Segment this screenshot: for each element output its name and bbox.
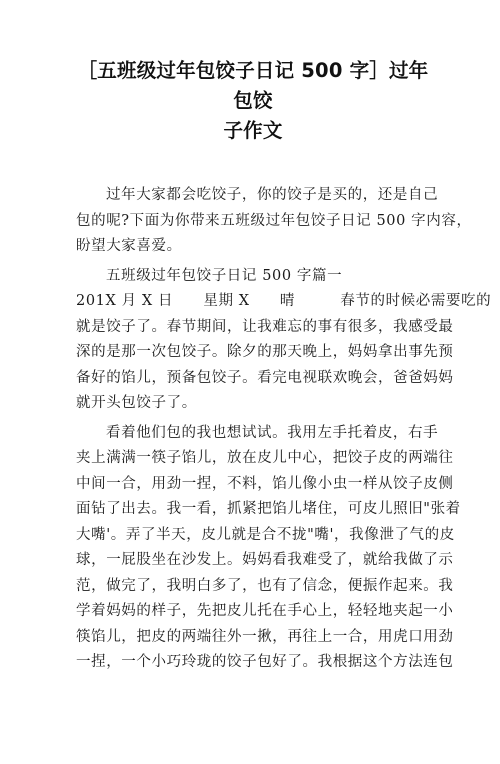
intro-line: 盼望大家喜爱。: [76, 238, 182, 254]
paragraph-line: 深的是那一次包饺子。除夕的那天晚上，妈妈拿出事先预: [76, 344, 454, 360]
paragraph-2: [76, 421, 461, 676]
paragraph-line: 范，做完了，我明白多了，也有了信念，便振作起来。我: [76, 577, 454, 594]
intro-paragraph: [76, 183, 472, 260]
paragraph-line: 大嘴'。弄了半天，皮儿就是合不拢"嘴'，我像泄了气的皮: [76, 526, 455, 543]
section-heading: 五班级过年包饺子日记 500 字篇一: [106, 267, 343, 284]
intro-line: 包的呢?下面为你带来五班级过年包饺子日记 500 字内容，: [76, 212, 472, 229]
paragraph-line: 就是饺子了。春节期间，让我难忘的事有很多，我感受最: [76, 318, 454, 335]
document-title: [76, 56, 430, 146]
section-heading-block: [76, 264, 430, 290]
paragraph-line: 就开头包饺子了。: [76, 395, 197, 411]
paragraph-line: 面钻了出去。我一看，抓紧把馅儿堵住，可皮儿照旧"张着: [76, 501, 461, 517]
paragraph-line: 201X 月 X 日 星期 X 晴 春节的时候必需要吃的: [76, 293, 492, 309]
paragraph-line: 备好的馅儿，预备包饺子。看完电视联欢晚会，爸爸妈妈: [76, 369, 454, 386]
paragraph-line: 筷馅儿，把皮的两端往外一揪，再往上一合，用虎口用劲: [76, 628, 454, 645]
paragraph-line: 球，一屁股坐在沙发上。妈妈看我难受了，就给我做了示: [76, 552, 454, 568]
title-line-2: 子作文: [223, 119, 283, 142]
paragraph-1: [76, 289, 492, 417]
paragraph-line: 学着妈妈的样子，先把皮儿托在手心上，轻轻地夹起一小: [76, 603, 454, 619]
document-page: [0, 56, 500, 764]
intro-line: 过年大家都会吃饺子，你的饺子是买的，还是自己: [106, 187, 439, 203]
paragraph-line: 夹上满满一筷子馅儿，放在皮儿中心，把饺子皮的两端往: [76, 450, 454, 466]
paragraph-line: 一捏，一个小巧玲珑的饺子包好了。我根据这个方法连包: [76, 654, 454, 670]
paragraph-line: 看着他们包的我也想试试。我用左手托着皮，右手: [106, 424, 439, 441]
title-line-1: ［五班级过年包饺子日记 500 字］过年包饺: [77, 59, 429, 112]
paragraph-line: 中间一合，用劲一捏，不料，馅儿像小虫一样从饺子皮侧: [76, 475, 454, 492]
